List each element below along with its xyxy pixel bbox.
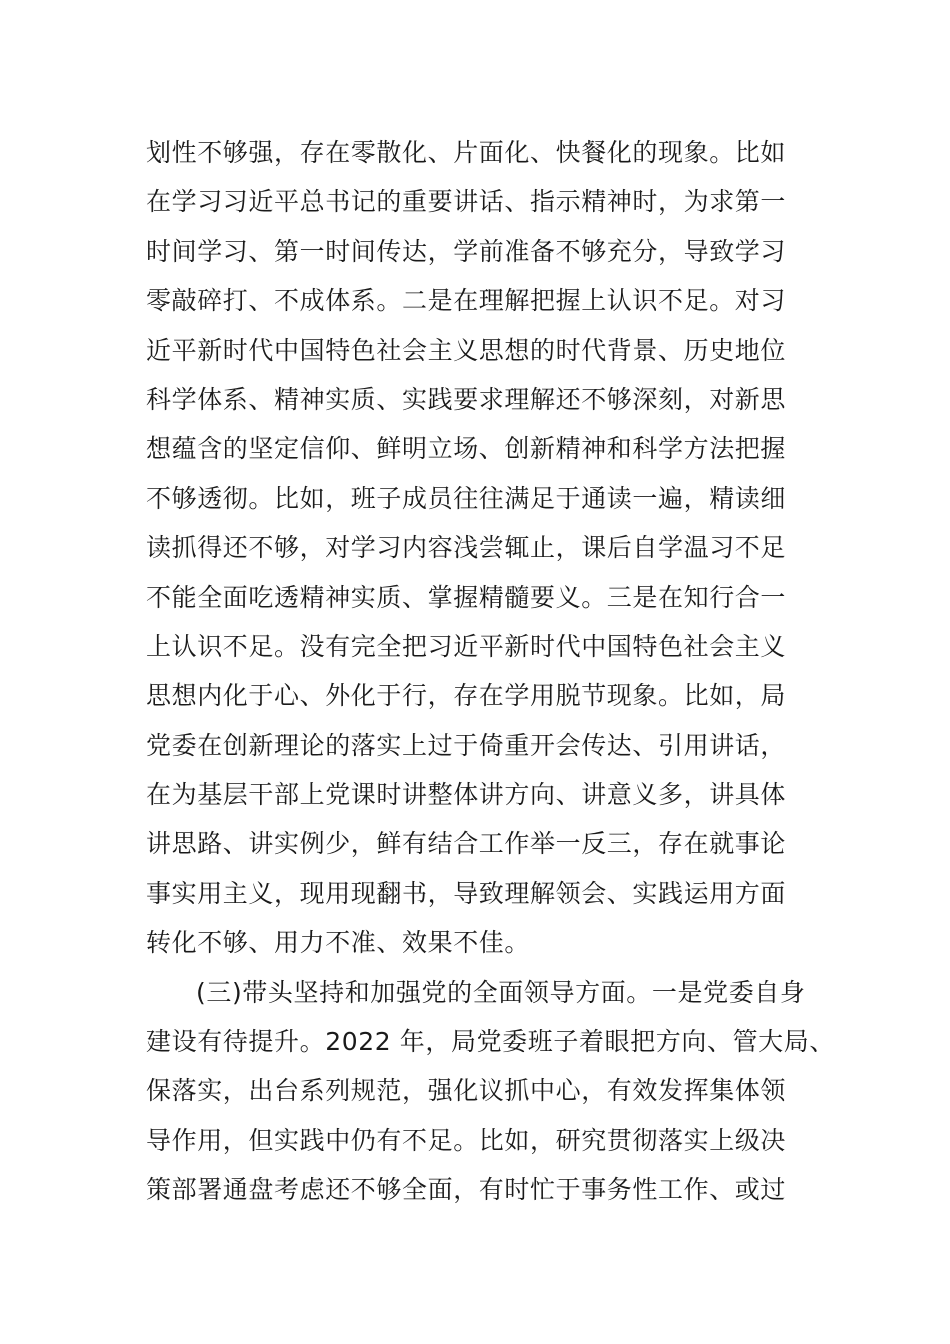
text-line: 思想内化于心、外化于行，存在学用脱节现象。比如，局 <box>146 681 787 711</box>
text-line: 科学体系、精神实质、实践要求理解还不够深刻，对新思 <box>146 384 787 414</box>
text-line: 转化不够、用力不准、效果不佳。 <box>146 928 531 958</box>
text-line: 在为基层干部上党课时讲整体讲方向、讲意义多，讲具体 <box>146 780 787 810</box>
text-line: 保落实，出台系列规范，强化议抓中心，有效发挥集体领 <box>146 1076 787 1106</box>
text-line: 近平新时代中国特色社会主义思想的时代背景、历史地位 <box>146 335 787 365</box>
text-line: 导作用，但实践中仍有不足。比如，研究贯彻落实上级决 <box>146 1125 787 1155</box>
text-line: (三)带头坚持和加强党的全面领导方面。一是党委自身 <box>196 977 806 1007</box>
text-line: 划性不够强，存在零散化、片面化、快餐化的现象。比如 <box>146 138 787 167</box>
text-line: 上认识不足。没有完全把习近平新时代中国特色社会主义 <box>146 631 787 661</box>
text-line: 不够透彻。比如，班子成员往往满足于通读一遍，精读细 <box>146 483 787 513</box>
document-body-text <box>146 128 835 1215</box>
text-line: 时间学习、第一时间传达，学前准备不够充分，导致学习 <box>146 236 787 266</box>
text-line: 策部署通盘考虑还不够全面，有时忙于事务性工作、或过 <box>146 1175 787 1205</box>
text-line: 在学习习近平总书记的重要讲话、指示精神时，为求第一 <box>146 187 787 217</box>
text-line: 不能全面吃透精神实质、掌握精髓要义。三是在知行合一 <box>146 582 787 612</box>
text-line: 读抓得还不够，对学习内容浅尝辄止，课后自学温习不足 <box>146 533 787 563</box>
text-line: 零敲碎打、不成体系。二是在理解把握上认识不足。对习 <box>146 286 787 316</box>
text-line: 讲思路、讲实例少，鲜有结合工作举一反三，存在就事论 <box>146 829 787 859</box>
text-line: 事实用主义，现用现翻书，导致理解领会、实践运用方面 <box>146 878 787 908</box>
text-line: 党委在创新理论的落实上过于倚重开会传达、引用讲话， <box>146 730 787 760</box>
text-line: 建设有待提升。2022 年，局党委班子着眼把方向、管大局、 <box>146 1027 835 1057</box>
text-line: 想蕴含的坚定信仰、鲜明立场、创新精神和科学方法把握 <box>146 434 787 464</box>
